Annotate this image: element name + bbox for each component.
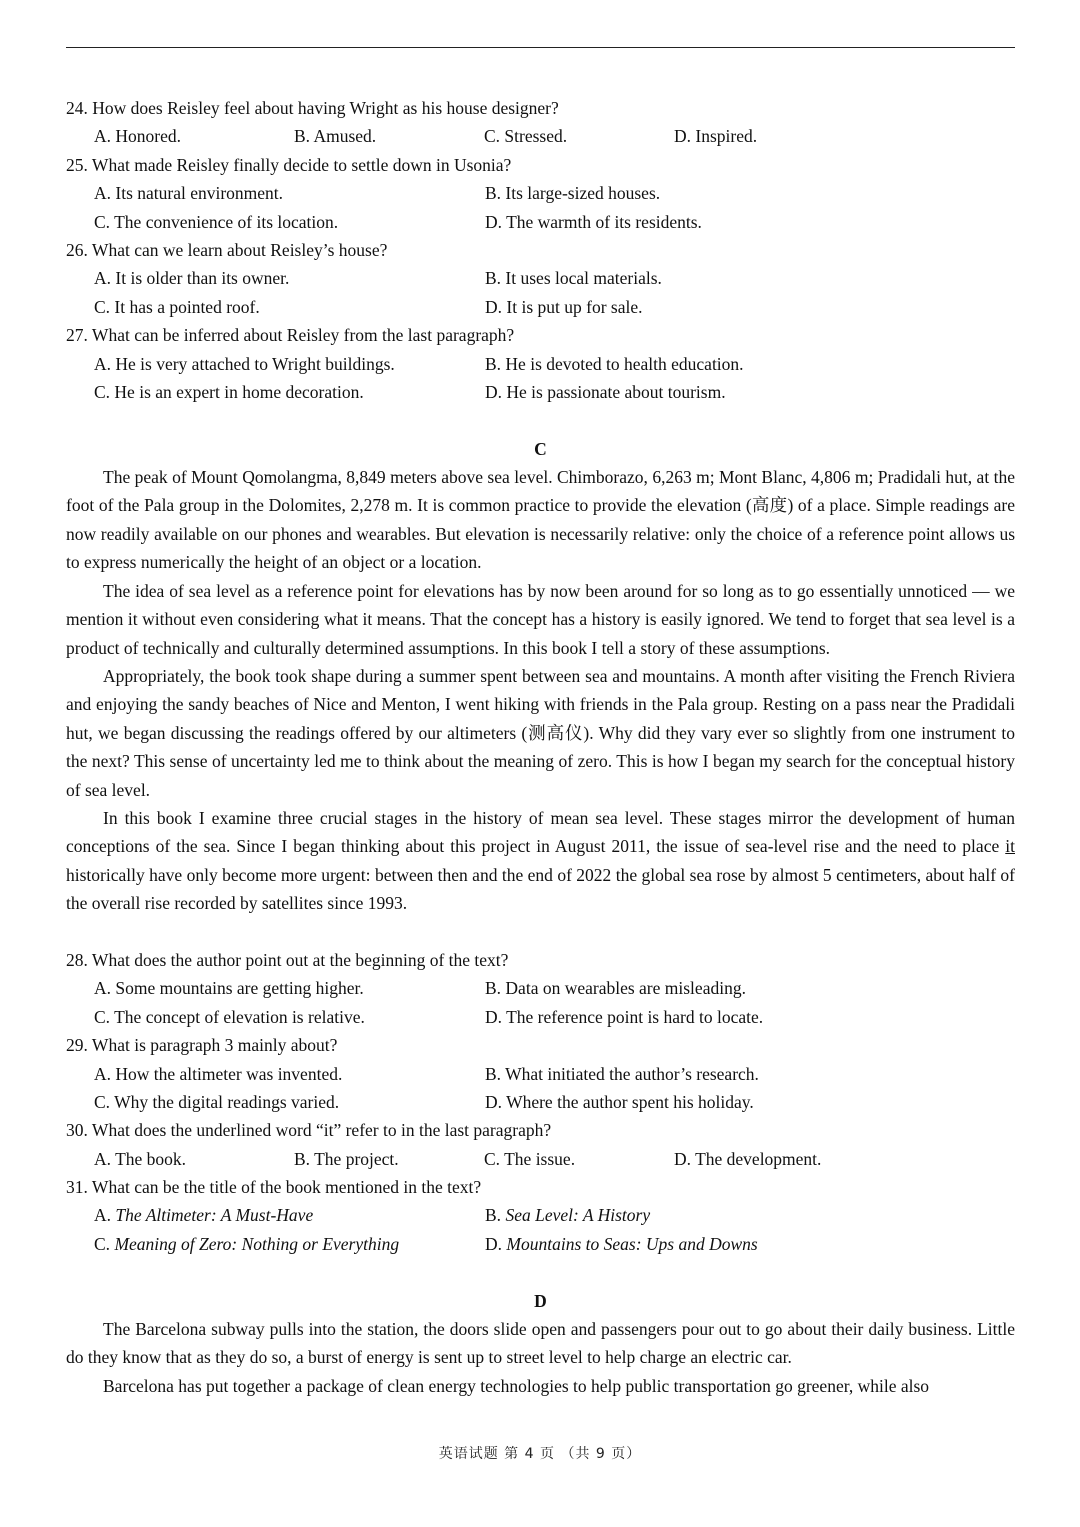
option-row bbox=[66, 1003, 1015, 1031]
option-a: A. Honored. bbox=[94, 126, 181, 147]
option-d: D. Where the author spent his holiday. bbox=[485, 1091, 754, 1112]
option-row bbox=[66, 293, 1015, 321]
option-d: D. It is put up for sale. bbox=[485, 296, 643, 317]
question bbox=[66, 946, 1015, 1031]
option-a: A. The Altimeter: A Must-Have bbox=[94, 1205, 314, 1226]
option-row bbox=[66, 122, 1015, 150]
option-row bbox=[66, 1230, 1015, 1258]
question-stem: 24. How does Reisley feel about having Wright as his house designer? bbox=[66, 98, 559, 118]
question-31 bbox=[66, 1173, 1015, 1258]
option-a: A. How the altimeter was invented. bbox=[94, 1063, 343, 1084]
option-d: D. The development. bbox=[674, 1148, 822, 1169]
option-b: B. He is devoted to health education. bbox=[485, 353, 744, 374]
option-c: C. Meaning of Zero: Nothing or Everything bbox=[94, 1233, 400, 1254]
option-a: A. Its natural environment. bbox=[94, 183, 284, 204]
option-d: D. The warmth of its residents. bbox=[485, 211, 702, 232]
option-c: C. It has a pointed roof. bbox=[94, 296, 260, 317]
option-b: B. What initiated the author’s research. bbox=[485, 1063, 759, 1084]
option-row bbox=[66, 378, 1015, 406]
page-footer: 英语试题 第 4 页 （共 9 页） bbox=[438, 1446, 642, 1462]
question bbox=[66, 1031, 1015, 1116]
option-d: D. Mountains to Seas: Ups and Downs bbox=[485, 1233, 758, 1254]
option-a: A. The book. bbox=[94, 1148, 187, 1169]
option-row bbox=[66, 350, 1015, 378]
option-c: C. Why the digital readings varied. bbox=[94, 1091, 340, 1112]
option-c: C. The convenience of its location. bbox=[94, 211, 339, 232]
option-b: B. Data on wearables are misleading. bbox=[485, 978, 746, 999]
option-c: C. The concept of elevation is relative. bbox=[94, 1006, 365, 1027]
question-stem: 25. What made Reisley finally decide to settle down in Usonia? bbox=[66, 154, 512, 175]
option-b: B. It uses local materials. bbox=[485, 268, 662, 289]
passage-c-paragraph-1: The peak of Mount Qomolangma, 8,849 meters above sea level. Chimborazo, 6,263 m; Mont Blanc, 4,806 m; Pradidali hut, at the foot of the Pala group in the Dolomites, 2,278 m. It is common practice to provide the elevation (高度) of a place. Simple readings are now readily available on our phones and wearables. But elevation is necessarily relative: only the choice of a reference point allows us to express numerically the height of an object or a location. bbox=[66, 467, 1015, 573]
question-stem: 26. What can we learn about Reisley’s house? bbox=[66, 239, 388, 260]
passage-d-paragraph-2: Barcelona has put together a package of clean energy technologies to help public transportation go greener, while also bbox=[103, 1375, 930, 1396]
passage-d-paragraph-1: The Barcelona subway pulls into the station, the doors slide open and passengers pour out to go about their daily business. Little do they know that as they do so, a burst of energy is sent up to street level to help charge an electric car. bbox=[66, 1319, 1015, 1368]
question bbox=[66, 151, 1015, 236]
underlined-word-it: it bbox=[1005, 836, 1015, 857]
question-stem: 29. What is paragraph 3 mainly about? bbox=[66, 1035, 338, 1056]
option-row bbox=[66, 974, 1015, 1002]
question bbox=[66, 321, 1015, 406]
option-c: C. The issue. bbox=[484, 1148, 576, 1169]
section-c-title: C bbox=[534, 438, 547, 459]
questions-24-27 bbox=[66, 94, 1015, 406]
passage-c-paragraph-2: The idea of sea level as a reference point for elevations has by now been around for so long as to go essentially unnoticed — we mention it without even considering what it means. That the concept has a history is easily ignored. We tend to forget that sea level is a product of technically and culturally determined assumptions. In this book I tell a story of these assumptions. bbox=[66, 580, 1015, 658]
option-row bbox=[66, 264, 1015, 292]
question-stem: 27. What can be inferred about Reisley from the last paragraph? bbox=[66, 325, 515, 346]
passage-c-paragraph-4: In this book I examine three crucial stages in the history of mean sea level. These stages mirror the development of human conceptions of the sea. Since I began thinking about this project in August 2011, the issue of sea-level rise and the need to place it historically have only become more urgent: between then and the end of 2022 the global sea rose by almost 5 centimeters, about half of the overall rise recorded by satellites since 1993. bbox=[66, 807, 1015, 914]
passage-c-paragraph-3: Appropriately, the book took shape during a summer spent between sea and mountains. A month after visiting the French Riviera and enjoying the sandy beaches of Nice and Menton, I went hiking with friends in the Pala group. Resting on a pass near the Pradidali hut, we began discussing the readings offered by our altimeters (测高仪). Why did they vary ever so slightly from one instrument to the next? This sense of uncertainty led me to think about the meaning of zero. This is how I began my search for the conceptual history of sea level. bbox=[66, 665, 1015, 800]
questions-28-30 bbox=[66, 946, 1015, 1173]
option-b: B. Amused. bbox=[294, 126, 377, 147]
option-a: A. It is older than its owner. bbox=[94, 268, 290, 289]
option-b: B. The project. bbox=[294, 1148, 399, 1169]
option-a: A. He is very attached to Wright buildings. bbox=[94, 353, 395, 374]
option-row bbox=[66, 208, 1015, 236]
option-a: A. Some mountains are getting higher. bbox=[94, 978, 364, 999]
page-content bbox=[66, 94, 1015, 1400]
section-d-title: D bbox=[534, 1290, 547, 1311]
option-row bbox=[66, 1060, 1015, 1088]
option-row bbox=[66, 1145, 1015, 1173]
question bbox=[66, 236, 1015, 321]
option-row bbox=[66, 1201, 1015, 1229]
option-c: C. He is an expert in home decoration. bbox=[94, 381, 364, 402]
option-row bbox=[66, 179, 1015, 207]
option-b: B. Its large-sized houses. bbox=[485, 183, 661, 204]
option-d: D. Inspired. bbox=[674, 126, 758, 147]
question bbox=[66, 1116, 1015, 1173]
option-row bbox=[66, 1088, 1015, 1116]
option-b: B. Sea Level: A History bbox=[485, 1205, 651, 1226]
question-stem: 31. What can be the title of the book mentioned in the text? bbox=[66, 1177, 482, 1198]
question bbox=[66, 94, 1015, 151]
question-stem: 30. What does the underlined word “it” refer to in the last paragraph? bbox=[66, 1120, 552, 1141]
option-d: D. The reference point is hard to locate. bbox=[485, 1006, 764, 1027]
option-d: D. He is passionate about tourism. bbox=[485, 381, 726, 402]
header-rule bbox=[66, 47, 1015, 48]
question-stem: 28. What does the author point out at the beginning of the text? bbox=[66, 949, 509, 970]
option-c: C. Stressed. bbox=[484, 126, 568, 147]
